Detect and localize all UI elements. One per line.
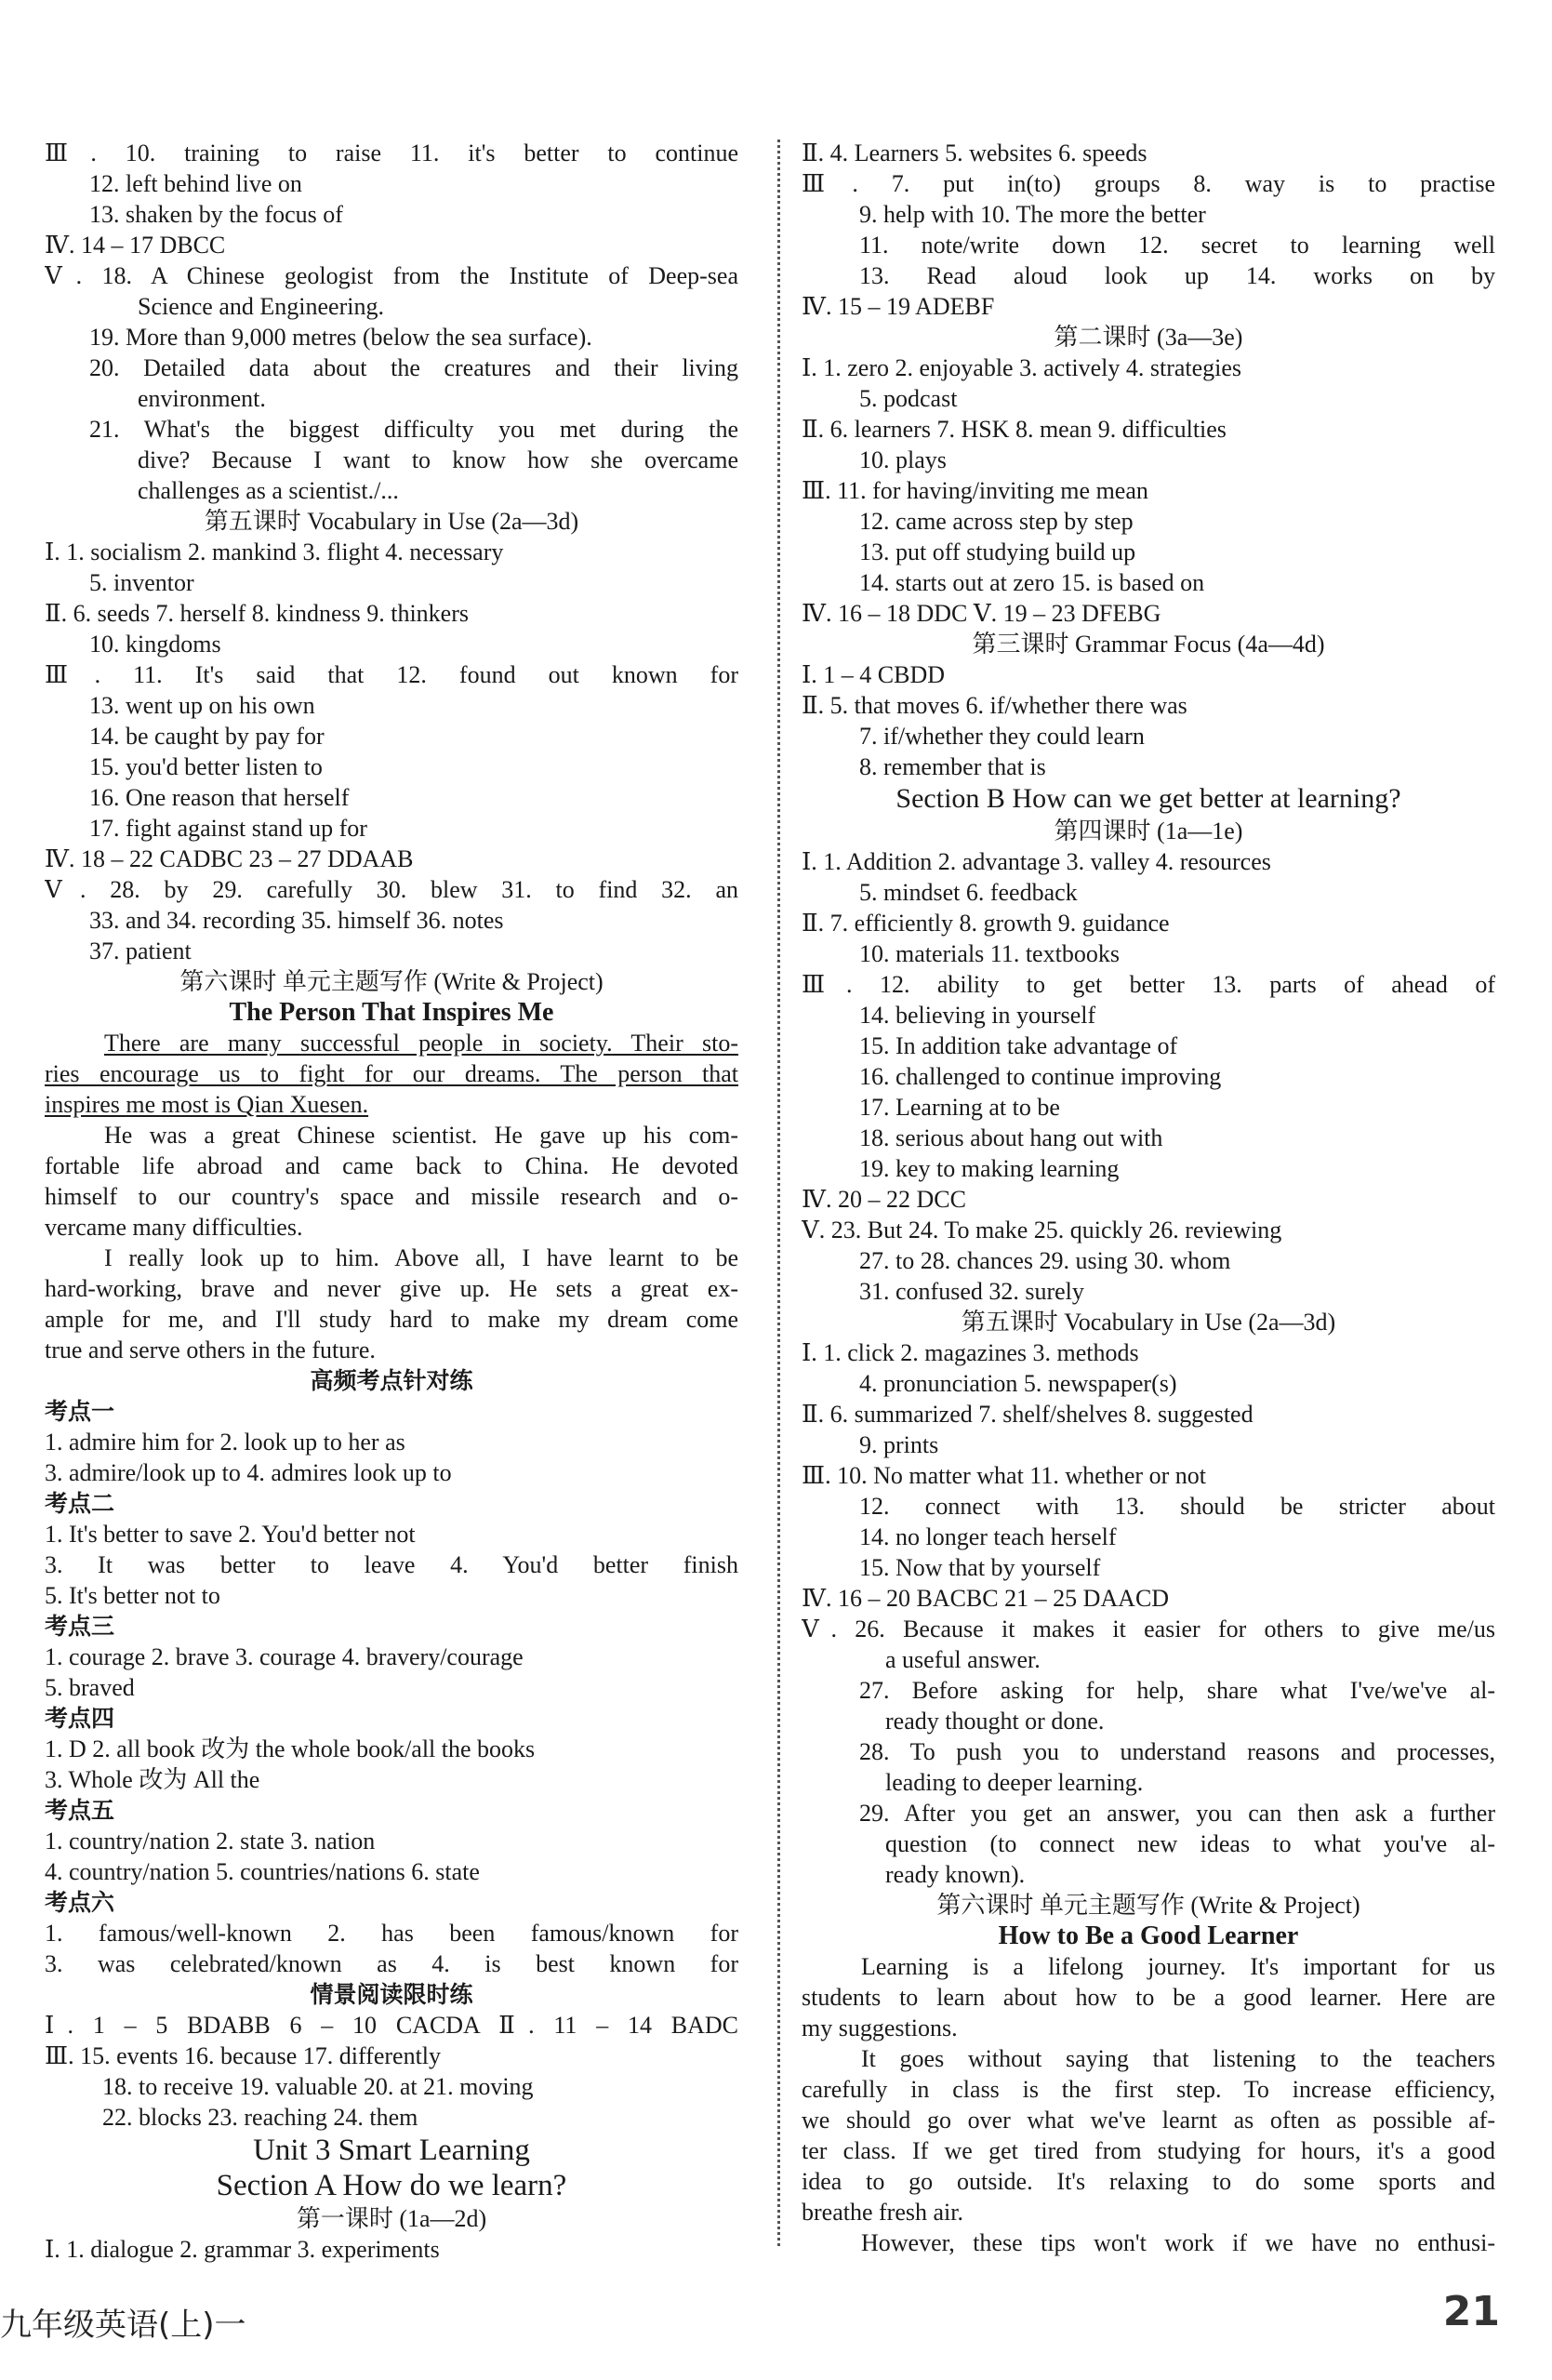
answer-line: fortable life abroad and came back to China. He devoted: [45, 1152, 738, 1179]
answer-line: 3. was celebrated/known as 4. is best known for: [45, 1950, 738, 1977]
answer-line: 11. note/write down 12. secret to learning well: [859, 232, 1495, 259]
answer-line: Section B How can we get better at learning?: [895, 783, 1401, 814]
answer-line: 28. To push you to understand reasons and processes,: [859, 1738, 1495, 1765]
key-point-label: 考点一: [45, 1398, 115, 1425]
right-column: [802, 138, 1495, 2258]
answer-line: 4. pronunciation 5. newspaper(s): [859, 1370, 1177, 1397]
answer-line: 17. Learning at to be: [859, 1094, 1060, 1121]
answer-line: ries encourage us to fight for our dreams. The person that: [45, 1060, 738, 1087]
answer-line: 1. famous/well-known 2. has been famous/known for: [45, 1920, 738, 1947]
answer-line: Ⅲ. 10. No matter what 11. whether or not: [802, 1462, 1206, 1489]
answer-line: 27. to 28. chances 29. using 30. whom: [859, 1247, 1231, 1274]
answer-line: However, these tips won't work if we have no enthusi-: [861, 2229, 1495, 2256]
answer-line: Ⅴ. 28. by 29. carefully 30. blew 31. to find 32. an: [45, 876, 738, 903]
answer-line: challenges as a scientist./...: [138, 477, 399, 504]
answer-line: true and serve others in the future.: [45, 1336, 376, 1363]
answer-line: students to learn about how to be a good learner. Here are: [802, 1984, 1495, 2011]
answer-line: hard-working, brave and never give up. He sets a great ex-: [45, 1275, 738, 1302]
answer-line: 14. believing in yourself: [859, 1002, 1096, 1029]
answer-line: 13. put off studying build up: [859, 538, 1136, 565]
answer-line: 16. challenged to continue improving: [859, 1063, 1222, 1090]
answer-line: ter class. If we get tired from studying for hours, it's a good: [802, 2137, 1495, 2164]
answer-line: 12. connect with 13. should be stricter about: [859, 1493, 1495, 1520]
answer-line: 27. Before asking for help, share what I've/we've al-: [859, 1677, 1495, 1704]
answer-line: breathe fresh air.: [802, 2199, 963, 2226]
answer-line: 14. be caught by pay for: [89, 723, 325, 750]
answer-line: 9. help with 10. The more the better: [859, 201, 1206, 228]
answer-line: 12. came across step by step: [859, 508, 1134, 535]
essay-title: How to Be a Good Learner: [998, 1921, 1299, 1950]
answer-line: 3. Whole 改为 All the: [45, 1766, 260, 1793]
answer-line: ready known).: [885, 1861, 1026, 1888]
answer-line: 12. left behind live on: [89, 170, 302, 197]
answer-line: 5. It's better not to: [45, 1582, 220, 1609]
answer-line: carefully in class is the first step. To increase efficiency,: [802, 2076, 1495, 2103]
answer-line: idea to go outside. It's relaxing to do some sports and: [802, 2168, 1495, 2195]
answer-line: 1. admire him for 2. look up to her as: [45, 1429, 405, 1456]
answer-line: Ⅲ. 12. ability to get better 13. parts of ahead of: [802, 971, 1495, 998]
answer-line: Ⅴ. 23. But 24. To make 25. quickly 26. reviewing: [802, 1217, 1282, 1243]
section-heading: 情景阅读限时练: [310, 1981, 473, 2008]
answer-line: 7. if/whether they could learn: [859, 723, 1145, 750]
answer-line: Learning is a lifelong journey. It's important for us: [861, 1953, 1495, 1980]
answer-line: 1. country/nation 2. state 3. nation: [45, 1828, 376, 1855]
answer-line: 5. inventor: [89, 569, 194, 596]
answer-line: 31. confused 32. surely: [859, 1278, 1084, 1305]
answer-line: 19. More than 9,000 metres (below the sea surface).: [89, 324, 592, 351]
answer-line: Ⅳ. 16 – 20 BACBC 21 – 25 DAACD: [802, 1585, 1170, 1612]
answer-line: Ⅰ. 1. dialogue 2. grammar 3. experiments: [45, 2236, 440, 2263]
answer-line: 1. It's better to save 2. You'd better not: [45, 1521, 416, 1548]
answer-line: 5. podcast: [859, 385, 958, 412]
answer-line: 29. After you get an answer, you can then ask a further: [859, 1800, 1495, 1827]
answer-line: 4. country/nation 5. countries/nations 6. state: [45, 1858, 480, 1885]
section-heading: 高频考点针对练: [310, 1367, 473, 1394]
answer-line: 37. patient: [89, 937, 192, 964]
answer-line: Ⅳ. 20 – 22 DCC: [802, 1186, 966, 1213]
key-point-label: 考点二: [45, 1490, 115, 1517]
answer-line: vercame many difficulties.: [45, 1214, 303, 1241]
answer-line: 第四课时 (1a—1e): [1054, 818, 1243, 844]
book-title-footer: 九年级英语(上)一: [0, 2307, 246, 2344]
answer-line: 第三课时 Grammar Focus (4a—4d): [972, 631, 1325, 658]
answer-line: 第六课时 单元主题写作 (Write & Project): [936, 1892, 1360, 1919]
answer-line: leading to deeper learning.: [885, 1769, 1144, 1796]
answer-line: 16. One reason that herself: [89, 784, 350, 811]
answer-line: ready thought or done.: [885, 1708, 1105, 1735]
answer-line: Ⅱ. 6. seeds 7. herself 8. kindness 9. thinkers: [45, 600, 469, 627]
answer-line: 21. What's the biggest difficulty you met during the: [89, 416, 738, 443]
essay-title: The Person That Inspires Me: [229, 998, 554, 1027]
answer-line: 10. materials 11. textbooks: [859, 940, 1120, 967]
answer-line: 10. kingdoms: [89, 631, 221, 658]
answer-line: environment.: [138, 385, 266, 412]
answer-line: 1. courage 2. brave 3. courage 4. bravery/courage: [45, 1643, 524, 1670]
key-point-label: 考点六: [45, 1889, 115, 1916]
answer-line: my suggestions.: [802, 2014, 958, 2041]
answer-line: 9. prints: [859, 1431, 939, 1458]
answer-line: Ⅰ. 1. socialism 2. mankind 3. flight 4. necessary: [45, 538, 504, 565]
answer-line: 20. Detailed data about the creatures and their living: [89, 354, 738, 381]
answer-line: Ⅰ. 1. Addition 2. advantage 3. valley 4. resources: [802, 848, 1271, 875]
answer-line: 19. key to making learning: [859, 1155, 1120, 1182]
answer-line: Ⅲ. 11. for having/inviting me mean: [802, 477, 1148, 504]
answer-line: 17. fight against stand up for: [89, 815, 367, 842]
answer-line: 15. you'd better listen to: [89, 753, 323, 780]
answer-line: 13. shaken by the focus of: [89, 201, 343, 228]
answer-line: we should go over what we've learnt as often as possible af-: [802, 2107, 1495, 2134]
answer-line: 8. remember that is: [859, 753, 1046, 780]
answer-line: 第六课时 单元主题写作 (Write & Project): [179, 968, 604, 995]
answer-line: question (to connect new ideas to what you've al-: [885, 1830, 1495, 1857]
answer-line: It goes without saying that listening to the teachers: [861, 2045, 1495, 2072]
answer-line: Ⅳ. 18 – 22 CADBC 23 – 27 DDAAB: [45, 845, 414, 872]
answer-line: I really look up to him. Above all, I have learnt to be: [104, 1244, 738, 1271]
answer-line: 3. It was better to leave 4. You'd better finish: [45, 1551, 738, 1578]
left-column: [45, 138, 738, 2265]
answer-line: He was a great Chinese scientist. He gave up his com-: [104, 1122, 738, 1149]
answer-line: 15. Now that by yourself: [859, 1554, 1101, 1581]
answer-line: 5. mindset 6. feedback: [859, 879, 1078, 906]
answer-line: Ⅳ. 14 – 17 DBCC: [45, 232, 226, 259]
answer-line: 第五课时 Vocabulary in Use (2a—3d): [961, 1309, 1336, 1336]
answer-line: 15. In addition take advantage of: [859, 1032, 1178, 1059]
answer-line: Ⅰ. 1. click 2. magazines 3. methods: [802, 1339, 1139, 1366]
answer-line: 第五课时 Vocabulary in Use (2a—3d): [204, 508, 579, 535]
answer-line: Ⅲ. 11. It's said that 12. found out known for: [45, 661, 738, 688]
answer-line: 3. admire/look up to 4. admires look up to: [45, 1459, 452, 1486]
answer-line: Ⅲ. 15. events 16. because 17. differently: [45, 2042, 442, 2069]
unit-heading: Unit 3 Smart Learning: [253, 2134, 530, 2167]
answer-line: Ⅱ. 4. Learners 5. websites 6. speeds: [802, 140, 1147, 166]
answer-line: Ⅰ. 1. zero 2. enjoyable 3. actively 4. strategies: [802, 354, 1242, 381]
key-point-label: 考点三: [45, 1613, 115, 1640]
answer-line: 1. D 2. all book 改为 the whole book/all the books: [45, 1735, 536, 1762]
answer-line: There are many successful people in society. Their sto-: [104, 1030, 738, 1057]
answer-line: 18. serious about hang out with: [859, 1124, 1163, 1151]
answer-line: 13. went up on his own: [89, 692, 315, 719]
answer-line: inspires me most is Qian Xuesen.: [45, 1091, 369, 1118]
answer-line: 22. blocks 23. reaching 24. them: [102, 2104, 418, 2131]
answer-line: 10. plays: [859, 446, 947, 473]
answer-line: Ⅲ. 10. training to raise 11. it's better to continue: [45, 140, 738, 166]
answer-line: Ⅱ. 7. efficiently 8. growth 9. guidance: [802, 910, 1170, 937]
answer-line: Ⅱ. 5. that moves 6. if/whether there was: [802, 692, 1187, 719]
answer-line: Ⅳ. 16 – 18 DDC Ⅴ. 19 – 23 DFEBG: [802, 600, 1161, 627]
answer-line: 18. to receive 19. valuable 20. at 21. moving: [102, 2073, 534, 2100]
answer-line: Ⅲ. 7. put in(to) groups 8. way is to practise: [802, 170, 1495, 197]
answer-line: Ⅰ. 1 – 4 CBDD: [802, 661, 946, 688]
answer-line: Ⅳ. 15 – 19 ADEBF: [802, 293, 995, 320]
answer-line: Science and Engineering.: [138, 293, 384, 320]
answer-line: 14. no longer teach herself: [859, 1523, 1117, 1550]
answer-line: a useful answer.: [885, 1646, 1041, 1673]
page-number: 21: [1442, 2288, 1500, 2335]
answer-line: Ⅴ. 26. Because it makes it easier for others to give me/us: [802, 1615, 1495, 1642]
answer-line: 5. braved: [45, 1674, 135, 1701]
key-point-label: 考点五: [45, 1797, 115, 1824]
answer-line: 14. starts out at zero 15. is based on: [859, 569, 1205, 596]
answer-line: 13. Read aloud look up 14. works on by: [859, 262, 1495, 289]
unit-heading: Section A How do we learn?: [216, 2169, 567, 2202]
answer-line: 第一课时 (1a—2d): [296, 2205, 487, 2232]
column-divider: [777, 140, 780, 2246]
answer-line: dive? Because I want to know how she overcame: [138, 446, 738, 473]
key-point-label: 考点四: [45, 1705, 115, 1732]
answer-line: Ⅱ. 6. learners 7. HSK 8. mean 9. difficulties: [802, 416, 1227, 443]
answer-line: 33. and 34. recording 35. himself 36. notes: [89, 907, 504, 934]
answer-line: himself to our country's space and missile research and o-: [45, 1183, 738, 1210]
answer-line: Ⅱ. 6. summarized 7. shelf/shelves 8. suggested: [802, 1401, 1254, 1428]
answer-line: 第二课时 (3a—3e): [1054, 324, 1243, 351]
answer-line: Ⅴ. 18. A Chinese geologist from the Institute of Deep-sea: [45, 262, 738, 289]
answer-line: Ⅰ. 1 – 5 BDABB 6 – 10 CACDA Ⅱ. 11 – 14 BADC: [45, 2012, 738, 2039]
answer-line: ample for me, and I'll study hard to make my dream come: [45, 1306, 738, 1333]
